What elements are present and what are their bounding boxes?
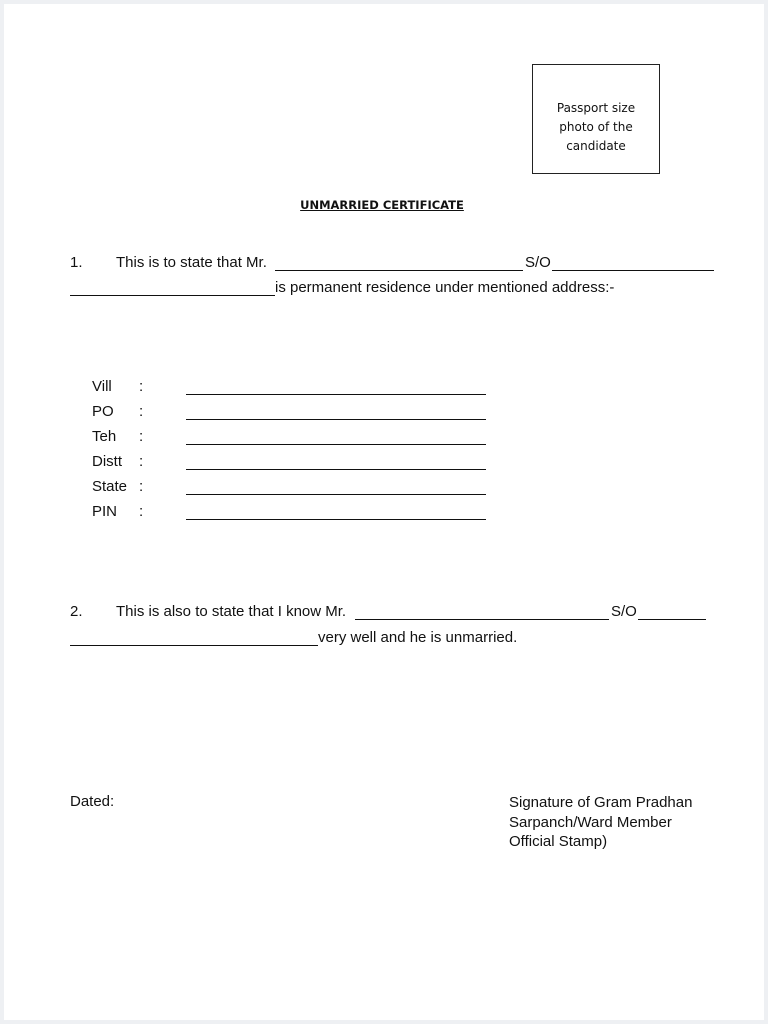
- para2-line1-prefix: This is also to state that I know Mr.: [116, 603, 347, 620]
- field-colon: :: [139, 453, 144, 470]
- field-blank-teh: [186, 444, 486, 445]
- signature-line-1: Signature of Gram Pradhan: [509, 794, 693, 811]
- para1-name-blank: [275, 270, 523, 271]
- certificate-title: UNMARRIED CERTIFICATE: [300, 198, 464, 212]
- para2-number: 2.: [70, 603, 83, 620]
- para2-father-blank: [638, 619, 706, 620]
- field-label-po: PO: [92, 403, 114, 420]
- para1-so-label: S/O: [525, 254, 551, 271]
- passport-photo-box: [532, 64, 660, 174]
- field-colon: :: [139, 478, 144, 495]
- para1-father-blank: [552, 270, 714, 271]
- para2-name-blank: [355, 619, 609, 620]
- signature-line-2: Sarpanch/Ward Member: [509, 813, 672, 831]
- field-blank-pin: [186, 519, 486, 520]
- para2-line2-blank: [70, 645, 318, 646]
- signature-line-3: Official Stamp): [509, 833, 608, 850]
- field-colon: :: [139, 428, 144, 445]
- field-label-distt: Distt: [92, 453, 122, 470]
- para2-line2-suffix: very well and he is unmarried.: [318, 629, 518, 646]
- dated-label: Dated:: [70, 793, 115, 810]
- field-label-vill: Vill: [92, 378, 112, 395]
- field-label-state: State: [92, 478, 128, 495]
- field-colon: :: [139, 378, 144, 395]
- field-colon: :: [139, 403, 144, 420]
- para1-number: 1.: [70, 254, 83, 271]
- field-blank-distt: [186, 469, 486, 470]
- para2-so-label: S/O: [611, 603, 637, 620]
- para1-line1-prefix: This is to state that Mr.: [116, 254, 267, 271]
- para1-line2-blank: [70, 295, 275, 296]
- field-label-pin: PIN: [92, 503, 118, 520]
- field-label-teh: Teh: [92, 428, 117, 445]
- field-blank-vill: [186, 394, 486, 395]
- photo-box-text: Passport size photo of the candidate: [556, 101, 636, 153]
- field-colon: :: [139, 503, 144, 520]
- field-blank-state: [186, 494, 486, 495]
- para1-line2-suffix: is permanent residence under mentioned address:-: [275, 279, 615, 296]
- field-blank-po: [186, 419, 486, 420]
- signature-block: [509, 793, 692, 852]
